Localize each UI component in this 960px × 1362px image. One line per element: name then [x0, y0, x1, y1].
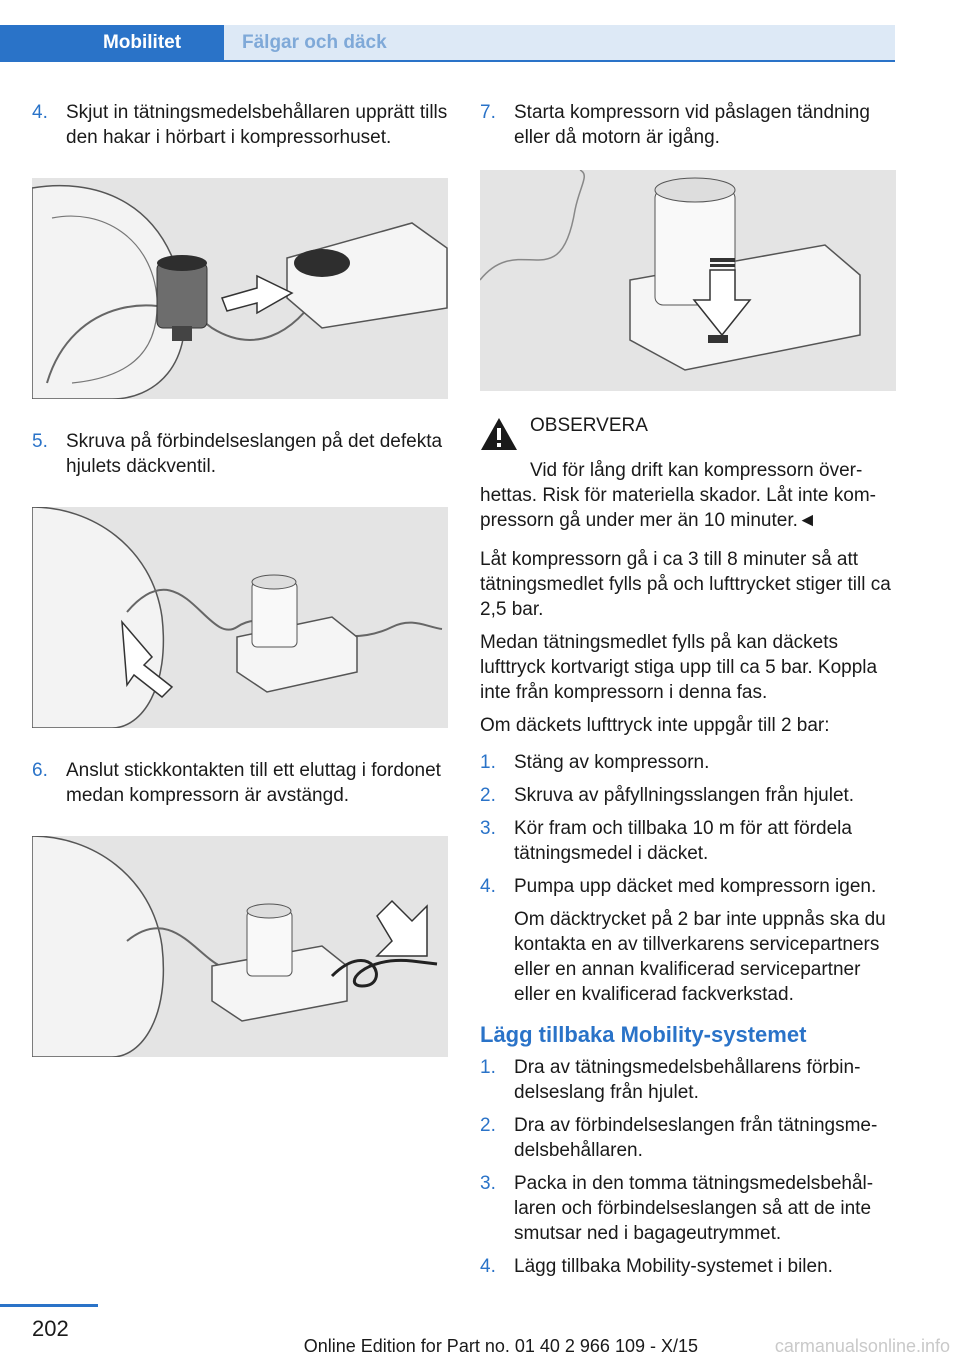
step-number: 5. [32, 431, 48, 452]
list-item [480, 1254, 896, 1279]
figure-plug-in [32, 836, 448, 1057]
warning-title: OBSERVERA [530, 415, 648, 436]
step-text: Skjut in tätningsmedelsbehållaren upprätt tills den hakar i hörbart i kompressorhuset. [66, 102, 448, 148]
figure-start-compressor [480, 170, 896, 391]
step-number: 4. [480, 1256, 496, 1277]
section-heading: Lägg tillbaka Mobility-systemet [480, 1022, 807, 1047]
step-text: Packa in den tomma tätningsmedelsbehållaren och förbindelseslangen så att de inte smutsar ned i bagageutrymmet. [514, 1173, 874, 1244]
step-6 [32, 758, 448, 808]
list-item [480, 874, 896, 899]
list-item [480, 1171, 896, 1246]
step-number: 7. [480, 102, 496, 123]
list-item [480, 750, 896, 775]
list-item [480, 783, 896, 808]
left-column [32, 100, 448, 1087]
edition-note: Online Edition for Part no. 01 40 2 966 109 - X/15 [303, 1336, 698, 1356]
step-text: Lägg tillbaka Mobility-systemet i bilen. [514, 1256, 833, 1277]
step-number: 3. [480, 818, 496, 839]
step-4 [32, 100, 448, 150]
warning-block [480, 413, 896, 458]
paragraph-run-time: Låt kompressorn gå i ca 3 till 8 minuter så att tätningsmedlet fylls på och lufttrycket stiger till ca 2,5 bar. [480, 549, 891, 620]
step-text: Skruva av påfyllningsslangen från hjulet. [514, 785, 855, 806]
right-column [480, 100, 896, 1287]
step-number: 1. [480, 752, 496, 773]
step-text: Skruva på förbindelseslangen på det defekta hjulets däckventil. [66, 431, 443, 477]
list-item [480, 816, 896, 866]
step-number: 3. [480, 1173, 496, 1194]
header-divider [0, 60, 895, 62]
figure-insert-container [32, 178, 448, 399]
illustration-plug-in [32, 836, 448, 1057]
step-number: 1. [480, 1057, 496, 1078]
warning-triangle-icon [480, 417, 518, 451]
step-text: Kör fram och tillbaka 10 m för att fördela tätningsmedel i däcket. [514, 818, 852, 864]
warning-text: Vid för lång drift kan kompressorn överhettas. Risk för materiella skador. Låt inte kompressorn gå under mer än 10 minuter.◄ [480, 460, 876, 531]
step-number: 2. [480, 1115, 496, 1136]
step-text: Stäng av kompressorn. [514, 752, 710, 773]
step-number: 4. [480, 876, 496, 897]
footer-divider [0, 1304, 98, 1307]
illustration-start-compressor [480, 170, 896, 391]
page-number: 202 [32, 1316, 69, 1341]
header-tab-section: Mobilitet [0, 25, 224, 60]
watermark: carmanualsonline.info [774, 1336, 950, 1356]
step-text: Anslut stickkontakten till ett eluttag i fordonet medan kompressorn är avstängd. [66, 760, 441, 806]
header-tab-subsection: Fälgar och däck [224, 25, 895, 60]
list-item [480, 1113, 896, 1163]
step-text: Starta kompressorn vid påslagen tändning eller då motorn är igång. [514, 102, 870, 148]
step-7 [480, 100, 896, 150]
illustration-insert-container [32, 178, 448, 399]
step-text: Pumpa upp däcket med kompressorn igen. [514, 876, 877, 897]
page-header [0, 0, 895, 62]
step-number: 4. [32, 102, 48, 123]
step-number: 6. [32, 760, 48, 781]
step-text: Dra av förbindelseslangen från tätningsmedelsbehållaren. [514, 1115, 878, 1161]
step-number: 2. [480, 785, 496, 806]
paragraph-condition: Om däckets lufttryck inte uppgår till 2 bar: [480, 715, 830, 736]
illustration-connect-hose [32, 507, 448, 728]
list-item [480, 1055, 896, 1105]
pressure-note: Om däcktrycket på 2 bar inte uppnås ska du kontakta en av tillverkarens servicepartners eller en annan kvalificerad servicepartner eller en kvalificerad fackverkstad. [514, 909, 886, 1005]
step-5 [32, 429, 448, 479]
step-text: Dra av tätningsmedelsbehållarens förbindelseslang från hjulet. [514, 1057, 861, 1103]
paragraph-pressure-peak: Medan tätningsmedlet fylls på kan däckets lufttryck kortvarigt stiga upp till ca 5 bar. Koppla inte från kompressorn i denna fas. [480, 632, 878, 703]
figure-connect-hose [32, 507, 448, 728]
